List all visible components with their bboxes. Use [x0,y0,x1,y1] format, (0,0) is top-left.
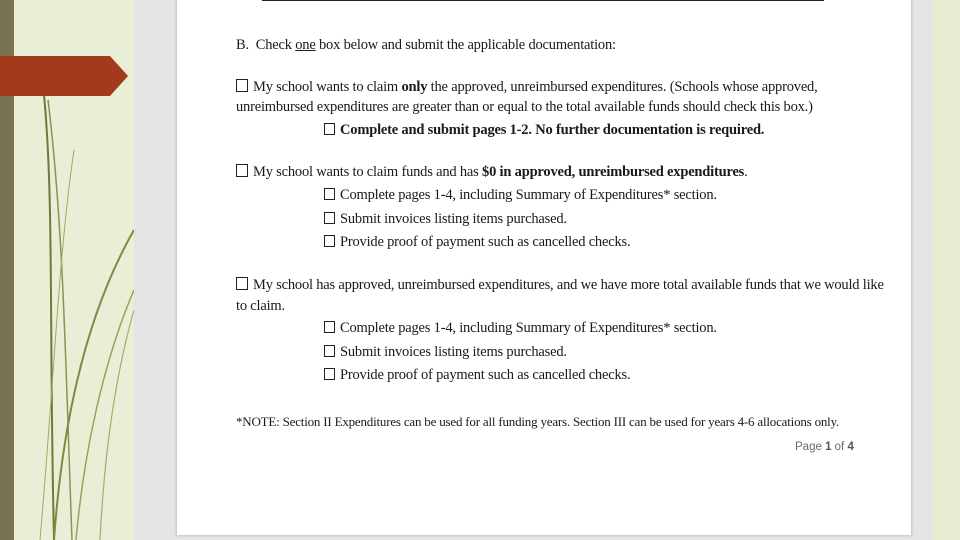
option3-sub3-checkbox[interactable] [324,368,335,380]
option1-sub1-checkbox[interactable] [324,123,335,135]
option3-line2: to claim. [236,298,285,314]
option2-sub3-checkbox[interactable] [324,235,335,247]
section-b-heading: B. Check one box below and submit the applicable documentation: [236,37,616,53]
option2-line1: My school wants to claim funds and has $0 in approved, unreimbursed expenditures. [236,163,748,182]
option3-checkbox[interactable] [236,277,248,290]
right-decoration-panel [932,0,960,540]
option1-sub1: Complete and submit pages 1-2. No further documentation is required. [324,121,764,140]
option2-sub3: Provide proof of payment such as cancelled checks. [324,233,630,252]
red-arrow-marker [0,56,128,96]
option3-sub2: Submit invoices listing items purchased. [324,343,567,362]
document-viewer[interactable] [134,0,932,540]
option2-sub1: Complete pages 1-4, including Summary of Expenditures* section. [324,186,717,205]
option3-sub1-checkbox[interactable] [324,321,335,333]
option1-line2: unreimbursed expenditures are greater than or equal to the total available funds should check this box.) [236,99,813,115]
option2-sub2-checkbox[interactable] [324,212,335,224]
option1-line1: My school wants to claim only the approved, unreimbursed expenditures. (Schools whose approved, [236,78,818,97]
option3-sub2-checkbox[interactable] [324,345,335,357]
document-page [176,0,912,536]
option3-line1: My school has approved, unreimbursed expenditures, and we have more total available funds that we would like [236,276,884,295]
option2-sub1-checkbox[interactable] [324,188,335,200]
page-indicator: Page 1 of 4 [795,441,854,453]
option1-checkbox[interactable] [236,79,248,92]
option2-checkbox[interactable] [236,164,248,177]
table-border-line [262,0,824,1]
footnote: *NOTE: Section II Expenditures can be used for all funding years. Section III can be used for years 4-6 allocations only. [236,414,840,429]
option2-sub2: Submit invoices listing items purchased. [324,210,567,229]
option3-sub3: Provide proof of payment such as cancelled checks. [324,366,630,385]
option3-sub1: Complete pages 1-4, including Summary of Expenditures* section. [324,319,717,338]
